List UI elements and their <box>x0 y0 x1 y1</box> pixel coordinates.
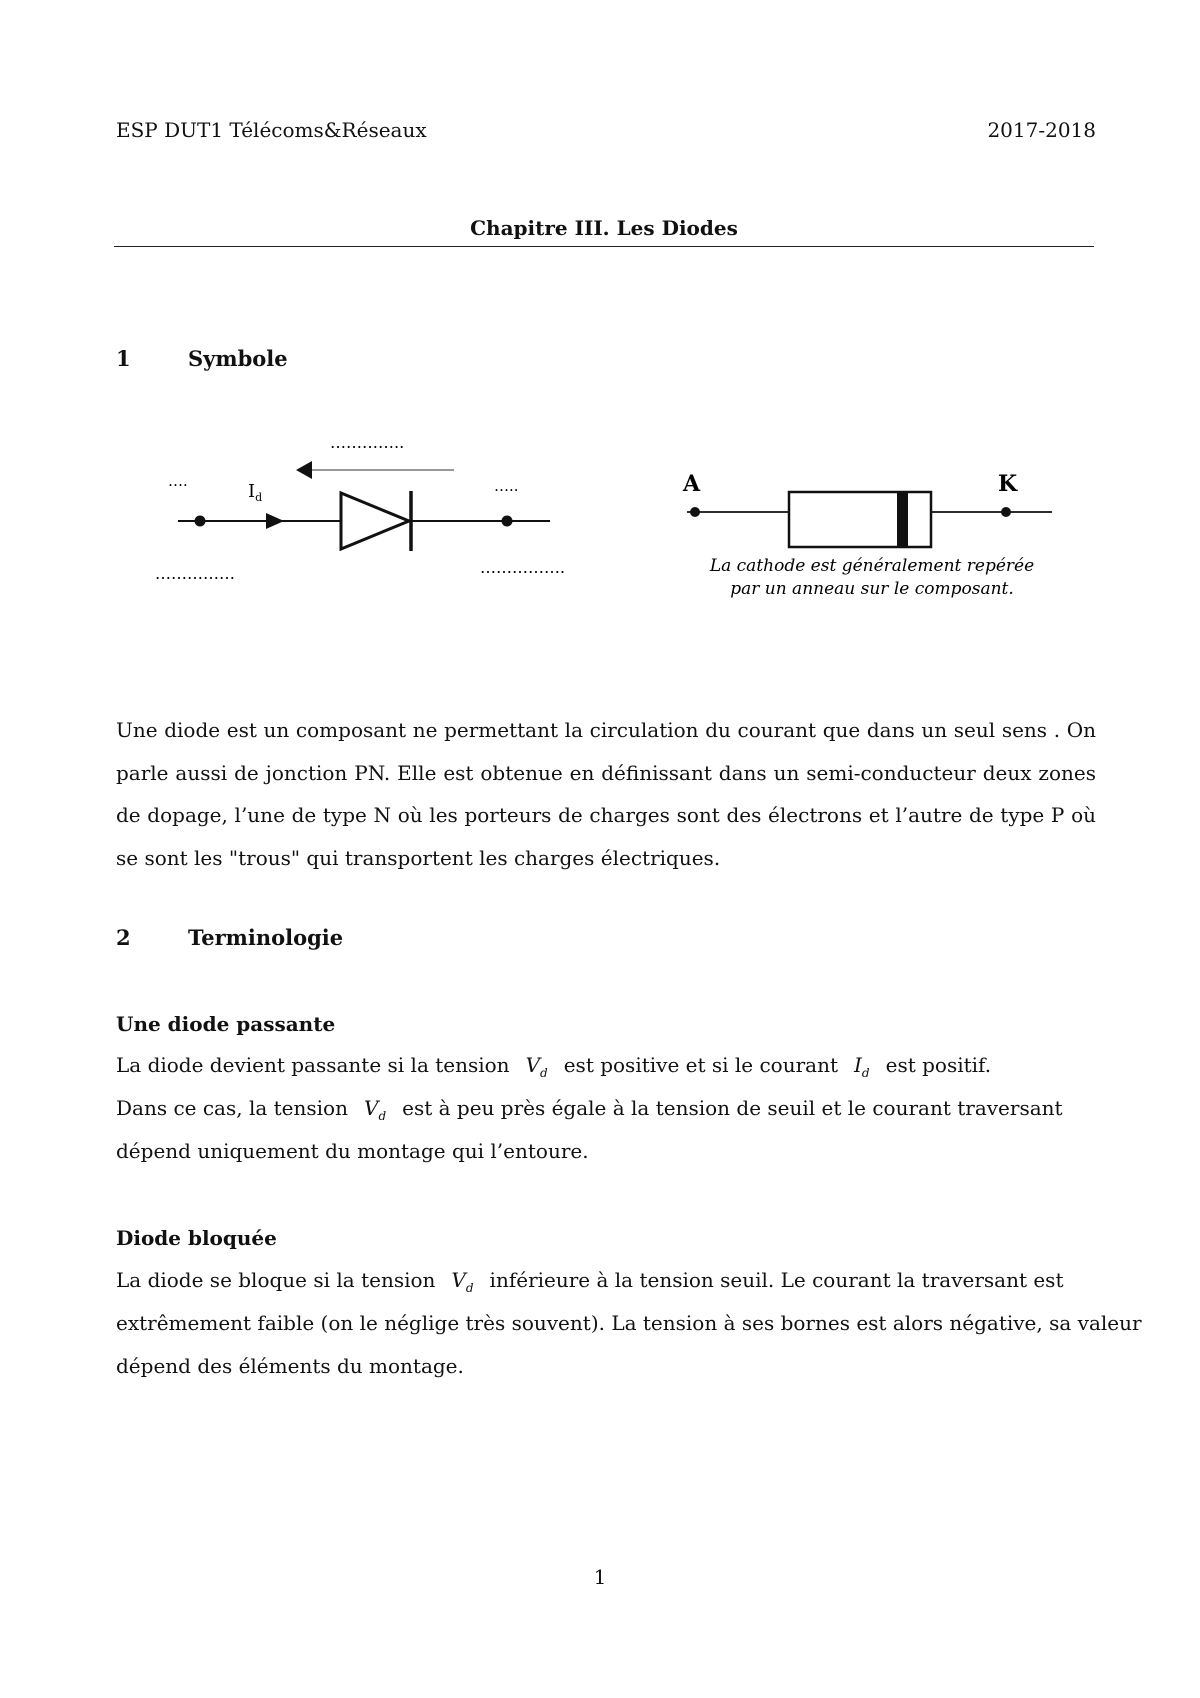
section-2-title: Terminologie <box>188 925 344 950</box>
anode-label: A <box>683 471 701 497</box>
component-body <box>789 492 931 547</box>
bloquee-line-3: dépend des éléments du montage. <box>116 1354 464 1378</box>
section-1-paragraph: Une diode est un composant ne permettant la circulation du courant que dans un seul sens . On parle aussi de jonction PN. Elle est obtenue en définissant dans un semi-conducteur deux zones de dopage, l’une de type N où les porteurs de charges sont des électrons et l’autre de type P où se sont les "trous" qui transportent les charges électriques. <box>116 718 1096 870</box>
vd-symbol: $V_d$ <box>451 1268 474 1295</box>
chapter-title: Chapitre III. Les Diodes <box>470 216 738 240</box>
bottom-left-dots-label: …………… <box>155 564 235 583</box>
id-symbol: $I_d$ <box>854 1053 870 1080</box>
anode-node <box>195 516 206 527</box>
component-anode-node <box>690 507 700 517</box>
current-arrow-head <box>266 513 284 529</box>
bloquee-line-2: extrêmement faible (on le néglige très souvent). La tension à ses bornes est alors négative, sa valeur <box>116 1311 1142 1335</box>
passante-line-1: La diode devient passante si la tension $V_d$ est positive et si le courant $I_d$ est positif. <box>116 1053 992 1080</box>
bloquee-line-1: La diode se bloque si la tension $V_d$ inférieure à la tension seuil. Le courant la traversant est <box>116 1268 1064 1295</box>
cathode-node <box>502 516 513 527</box>
caption-line-2: par un anneau sur le composant. <box>730 579 1014 599</box>
component-cathode-node <box>1001 507 1011 517</box>
section-1-title: Symbole <box>188 346 288 371</box>
current-label: $I_d$ <box>248 481 263 504</box>
diode-triangle <box>341 493 409 549</box>
section-2-number: 2 <box>116 925 131 950</box>
page-number: 1 <box>593 1565 607 1589</box>
right-top-dots-label: ….. <box>494 477 519 495</box>
header-left: ESP DUT1 Télécoms&Réseaux <box>116 118 427 142</box>
left-top-dots-label: …. <box>168 472 188 490</box>
diode-symbol-figure <box>0 0 1200 640</box>
bloquee-heading: Diode bloquée <box>116 1226 277 1250</box>
caption-line-1: La cathode est généralement repérée <box>709 556 1035 576</box>
cathode-label: K <box>998 471 1018 497</box>
voltage-arrow-head <box>296 461 312 479</box>
top-dots-label: ………….. <box>330 433 405 452</box>
passante-line-3: dépend uniquement du montage qui l’entoure. <box>116 1139 589 1163</box>
passante-heading: Une diode passante <box>116 1012 336 1036</box>
cathode-ring <box>897 492 908 547</box>
vd-symbol: $V_d$ <box>363 1096 387 1123</box>
bottom-right-dots-label: ……………. <box>480 558 566 577</box>
section-1-number: 1 <box>116 346 131 371</box>
header-right: 2017-2018 <box>987 118 1096 142</box>
vd-symbol: $V_d$ <box>525 1053 548 1080</box>
passante-line-2: Dans ce cas, la tension $V_d$ est à peu près égale à la tension de seuil et le courant traversant <box>116 1096 1063 1123</box>
